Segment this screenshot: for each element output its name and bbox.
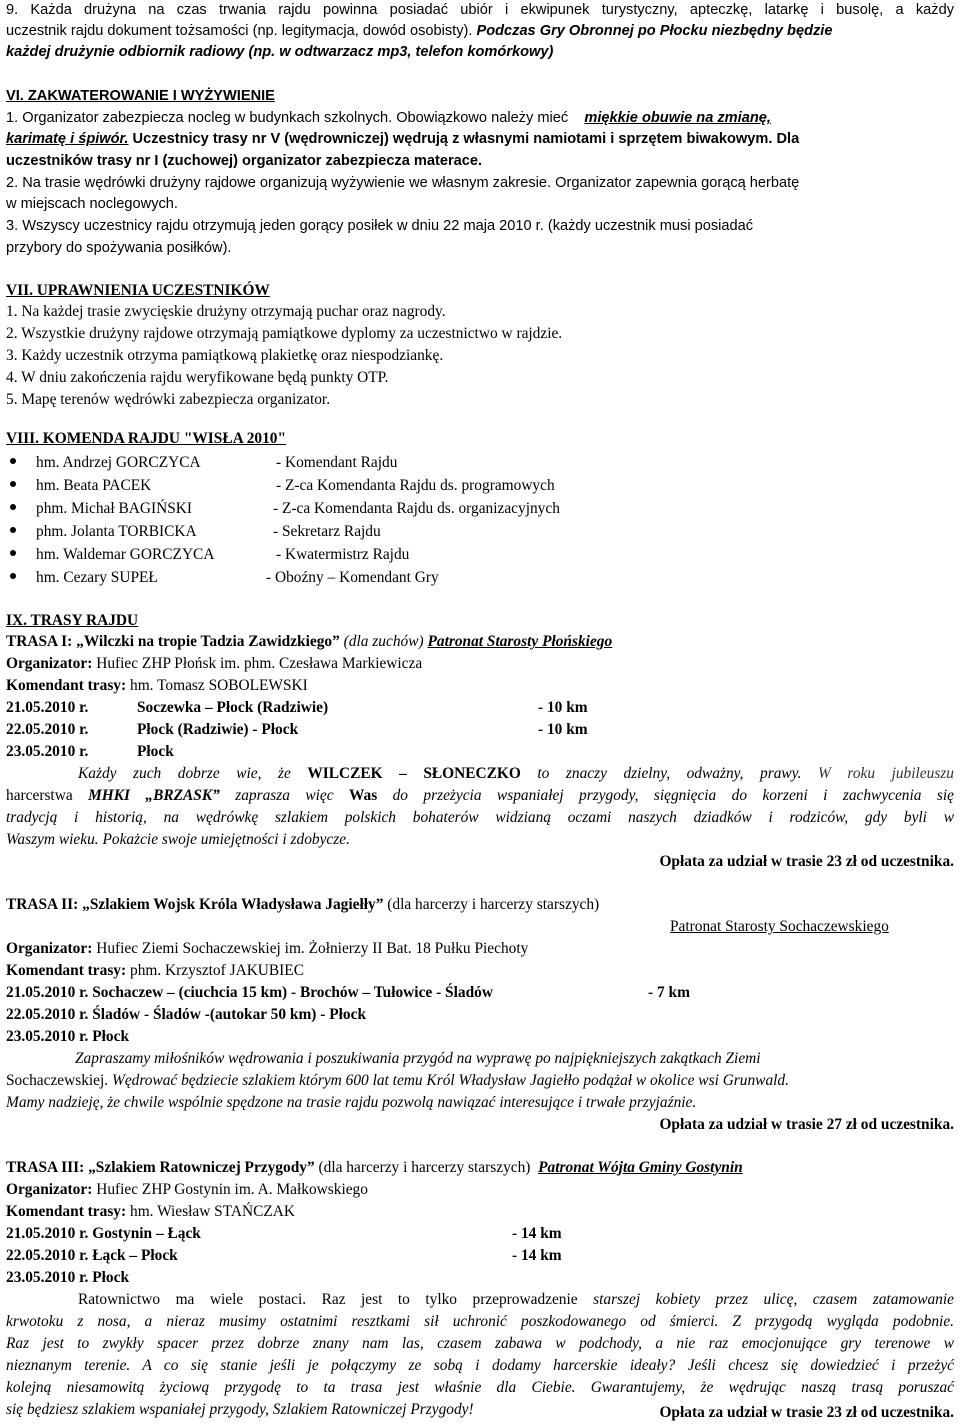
- route3-commander: [6, 1201, 954, 1223]
- member-role: - Z-ca Komendanta Rajdu ds. organizacyjnych: [273, 500, 560, 517]
- route1-patron: Patronat Starosty Płońskiego: [427, 633, 613, 650]
- member-role: - Sekretarz Rajdu: [273, 523, 381, 540]
- route2-desc-line3: Mamy nadzieję, że chwile wspólnie spędzone na trasie rajdu pozwolą nawiązać interesujące i trwałe przyjaźnie.: [6, 1094, 697, 1111]
- route2-patron: Patronat Starosty Sochaczewskiego: [670, 918, 889, 935]
- route3-organizer: [6, 1179, 954, 1201]
- section-9-heading: [6, 610, 954, 632]
- route-day-date: 22.05.2010 r.: [6, 721, 89, 738]
- route1-desc-line2: harcerstwa MHKI „BRZASK” zaprasza więc Was do przeżycia wspaniałej przygody, sięgnięcia do korzeni i zachwycenia się: [6, 787, 954, 804]
- sec7-item: 4. W dniu zakończenia rajdu weryfikowane będą punkty OTP.: [6, 369, 389, 386]
- route3-patron: Patronat Wójta Gminy Gostynin: [538, 1159, 743, 1176]
- member-name: phm. Jolanta TORBICKA: [36, 523, 197, 540]
- route3-fee: Opłata za udział w trasie 23 zł od uczestnika.: [659, 1404, 954, 1421]
- commander-label: Komendant trasy:: [6, 1203, 127, 1220]
- command-member: [6, 567, 158, 589]
- commander-label: Komendant trasy:: [6, 677, 127, 694]
- route1-commander: [6, 675, 954, 697]
- section-8-heading-text: VIII. KOMENDA RAJDU "WISŁA 2010": [6, 430, 287, 447]
- sec6-item1-emph2: karimatę i śpiwór.: [6, 131, 129, 147]
- route-day: 21.05.2010 r. Gostynin – Łąck: [6, 1225, 201, 1242]
- item9-line2: [6, 21, 954, 43]
- route1-desc-line4: Waszym wieku. Pokażcie swoje umiejętności i zdobycze.: [6, 831, 350, 848]
- command-member: [6, 475, 151, 497]
- route-day-distance: - 14 km: [512, 1225, 562, 1242]
- route3-desc-line6: się będziesz szlakiem wspaniałej przygody, Szlakiem Ratowniczej Przygody!: [6, 1401, 474, 1418]
- bullet-icon: [10, 481, 16, 487]
- bullet-icon: [10, 504, 16, 510]
- route-day: 23.05.2010 r. Płock: [6, 1269, 129, 1286]
- route3-desc-line4: nieznanym terenie. A co się stanie jeśli je połączymy ze sobą i dodamy harcerskie ideały? Jeśli chcesz się dowiedzieć i przeżyć: [6, 1357, 954, 1374]
- route2-organizer: [6, 938, 954, 960]
- sec7-item: 5. Mapę terenów wędrówki zabezpiecza organizator.: [6, 391, 331, 408]
- sec6-item1-bold: Uczestnicy trasy nr V (wędrowniczej) wędrują z własnymi namiotami i sprzętem biwakowym. Dla: [132, 131, 800, 147]
- member-name: phm. Michał BAGIŃSKI: [36, 500, 193, 517]
- commander-value: phm. Krzysztof JAKUBIEC: [130, 962, 304, 979]
- route2-fee: Opłata za udział w trasie 27 zł od uczestnika.: [659, 1116, 954, 1133]
- item9-line2-emph: Podczas Gry Obronnej po Płocku niezbędny będzie: [476, 23, 833, 39]
- sec6-item1-emph: miękkie obuwie na zmianę,: [584, 110, 771, 126]
- section-6-heading-text: VI. ZAKWATEROWANIE I WYŻYWIENIE: [6, 88, 275, 104]
- member-name: hm. Beata PACEK: [36, 477, 152, 494]
- item9-line1: 9. Każda drużyna na czas trwania rajdu powinna posiadać ubiór i ekwipunek turystyczny, apteczkę, latarkę i busolę, a każdy: [6, 2, 954, 18]
- route2-audience: (dla harcerzy i harcerzy starszych): [387, 896, 600, 913]
- route2-commander: [6, 960, 954, 982]
- route3-desc-line1: Ratownictwo ma wiele postaci. Raz jest to tylko przeprowadzenie starszej kobiety przez ulicę, czasem zatamowanie: [78, 1291, 954, 1308]
- route-day-route: Płock (Radziwie) - Płock: [137, 721, 299, 738]
- member-name: hm. Andrzej GORCZYCA: [36, 454, 201, 471]
- route-day-distance: - 7 km: [648, 984, 690, 1001]
- route-day: 23.05.2010 r. Płock: [6, 1028, 129, 1045]
- member-role: - Z-ca Komendanta Rajdu ds. programowych: [276, 477, 555, 494]
- command-member: [6, 544, 214, 566]
- item9-line2-text: uczestnik rajdu dokument tożsamości (np. legitymacja, dowód osobisty).: [6, 23, 473, 39]
- bullet-icon: [10, 573, 16, 579]
- sec6-item1-line1: [6, 108, 954, 130]
- sec6-item1-bold2: uczestników trasy nr I (zuchowej) organizator zabezpiecza materace.: [6, 153, 483, 169]
- sec7-item: 1. Na każdej trasie zwycięskie drużyny otrzymają puchar oraz nagrody.: [6, 303, 446, 320]
- commander-value: hm. Wiesław STAŃCZAK: [130, 1203, 296, 1220]
- sec6-item2-line1: 2. Na trasie wędrówki drużyny rajdowe organizują wyżywienie we własnym zakresie. Organizator zapewnia gorącą herbatę: [6, 175, 800, 191]
- route2-title-line: [6, 894, 954, 916]
- member-name: hm. Waldemar GORCZYCA: [36, 546, 215, 563]
- route3-title: TRASA III: „Szlakiem Ratowniczej Przygody”: [6, 1159, 315, 1176]
- item9-line3: [6, 42, 954, 64]
- route1-title: TRASA I: „Wilczki na tropie Tadzia Zawidzkiego”: [6, 633, 340, 650]
- section-7-heading: [6, 280, 954, 302]
- route3-desc-line2: krwotoku z nosa, a nieraz musimy ostatnimi resztkami sił uchronić poszkodowanego od śmierci. Z przygodą wygląda podobnie.: [6, 1313, 954, 1330]
- command-member: [6, 452, 201, 474]
- organizer-label: Organizator:: [6, 655, 93, 672]
- sec7-item: 3. Każdy uczestnik otrzyma pamiątkową plakietkę oraz niespodziankę.: [6, 347, 444, 364]
- route-day: 22.05.2010 r. Łąck – Płock: [6, 1247, 178, 1264]
- route3-title-line: [6, 1157, 954, 1179]
- sec6-item1-text: 1. Organizator zabezpiecza nocleg w budynkach szkolnych. Obowiązkowo należy mieć: [6, 110, 569, 126]
- route-day-route: Soczewka – Płock (Radziwie): [137, 699, 329, 716]
- member-role: - Komendant Rajdu: [276, 454, 398, 471]
- sec6-item2-line2: w miejscach noclegowych.: [6, 196, 178, 212]
- member-name: hm. Cezary SUPEŁ: [36, 569, 158, 586]
- route3-audience: (dla harcerzy i harcerzy starszych): [318, 1159, 531, 1176]
- section-9-heading-text: IX. TRASY RAJDU: [6, 612, 139, 629]
- route1-organizer: [6, 653, 954, 675]
- section-8-heading: [6, 428, 954, 450]
- route3-desc-line5: kolejną niesamowitą życiową przygodę to ta trasa jest właśnie dla Ciebie. Gwarantujemy, że wędrując naszą trasą poruszać: [6, 1379, 954, 1396]
- route-day: 21.05.2010 r. Sochaczew – (ciuchcia 15 km) - Brochów – Tułowice - Śladów: [6, 984, 493, 1001]
- route1-audience: (dla zuchów): [343, 633, 424, 650]
- organizer-value: Hufiec Ziemi Sochaczewskiej im. Żołnierzy II Bat. 18 Pułku Piechoty: [96, 940, 529, 957]
- route1-desc-line3: tradycją i historią, na wędrówkę szlakiem polskich bohaterów widzianą oczami naszych dziadków i rodziców, gdy byli w: [6, 809, 954, 826]
- sec6-item3-line1: 3. Wszyscy uczestnicy rajdu otrzymują jeden gorący posiłek w dniu 22 maja 2010 r. (każdy uczestnik musi posiadać: [6, 218, 754, 234]
- route-day-distance: - 10 km: [538, 721, 588, 738]
- organizer-label: Organizator:: [6, 940, 93, 957]
- section-7-heading-text: VII. UPRAWNIENIA UCZESTNIKÓW: [6, 282, 270, 299]
- route-day-date: 23.05.2010 r.: [6, 743, 89, 760]
- route-day-distance: - 14 km: [512, 1247, 562, 1264]
- sec7-item: 2. Wszystkie drużyny rajdowe otrzymają pamiątkowe dyplomy za uczestnictwo w rajdzie.: [6, 325, 563, 342]
- commander-label: Komendant trasy:: [6, 962, 127, 979]
- route2-desc-line2: Sochaczewskiej. Wędrować będziecie szlakiem którym 600 lat temu Król Władysław Jagiełło podążał w okolice wsi Grunwald.: [6, 1072, 789, 1089]
- sec6-item1-line2: [6, 129, 954, 151]
- bullet-icon: [10, 458, 16, 464]
- route3-desc-line3: Raz jest to zwykły spacer przez dobrze znany nam las, czasem zabawa w podchody, a nie raz emocjonujące gry terenowe w: [6, 1335, 954, 1352]
- route2-desc-line1: Zapraszamy miłośników wędrowania i poszukiwania przygód na wyprawę po najpiękniejszych zakątkach Ziemi: [75, 1050, 761, 1067]
- route2-title: TRASA II: „Szlakiem Wojsk Króla Władysława Jagiełły”: [6, 896, 384, 913]
- route-day-date: 21.05.2010 r.: [6, 699, 89, 716]
- member-role: - Kwatermistrz Rajdu: [276, 546, 410, 563]
- sec6-item3-line2: przybory do spożywania posiłków).: [6, 240, 232, 256]
- commander-value: hm. Tomasz SOBOLEWSKI: [130, 677, 308, 694]
- organizer-value: Hufiec ZHP Gostynin im. A. Małkowskiego: [96, 1181, 368, 1198]
- route-day-distance: - 10 km: [538, 699, 588, 716]
- route1-title-line: [6, 631, 954, 653]
- member-role: - Oboźny – Komendant Gry: [266, 569, 439, 586]
- route1-fee: Opłata za udział w trasie 23 zł od uczestnika.: [659, 853, 954, 870]
- item9-line3-emph: każdej drużynie odbiornik radiowy (np. w odtwarzacz mp3, telefon komórkowy): [6, 44, 554, 60]
- route-day: 22.05.2010 r. Śladów - Śladów -(autokar 50 km) - Płock: [6, 1006, 367, 1023]
- command-member: [6, 498, 192, 520]
- route1-desc-line1: Każdy zuch dobrze wie, że WILCZEK – SŁONECZKO to znaczy dzielny, odważny, prawy. W roku jubileuszu: [78, 765, 955, 782]
- route-day-route: Płock: [137, 743, 174, 760]
- sec6-item1-line3: [6, 151, 954, 173]
- organizer-label: Organizator:: [6, 1181, 93, 1198]
- organizer-value: Hufiec ZHP Płońsk im. phm. Czesława Markiewicza: [96, 655, 423, 672]
- command-member: [6, 521, 197, 543]
- bullet-icon: [10, 550, 16, 556]
- section-6-heading: [6, 86, 954, 108]
- bullet-icon: [10, 527, 16, 533]
